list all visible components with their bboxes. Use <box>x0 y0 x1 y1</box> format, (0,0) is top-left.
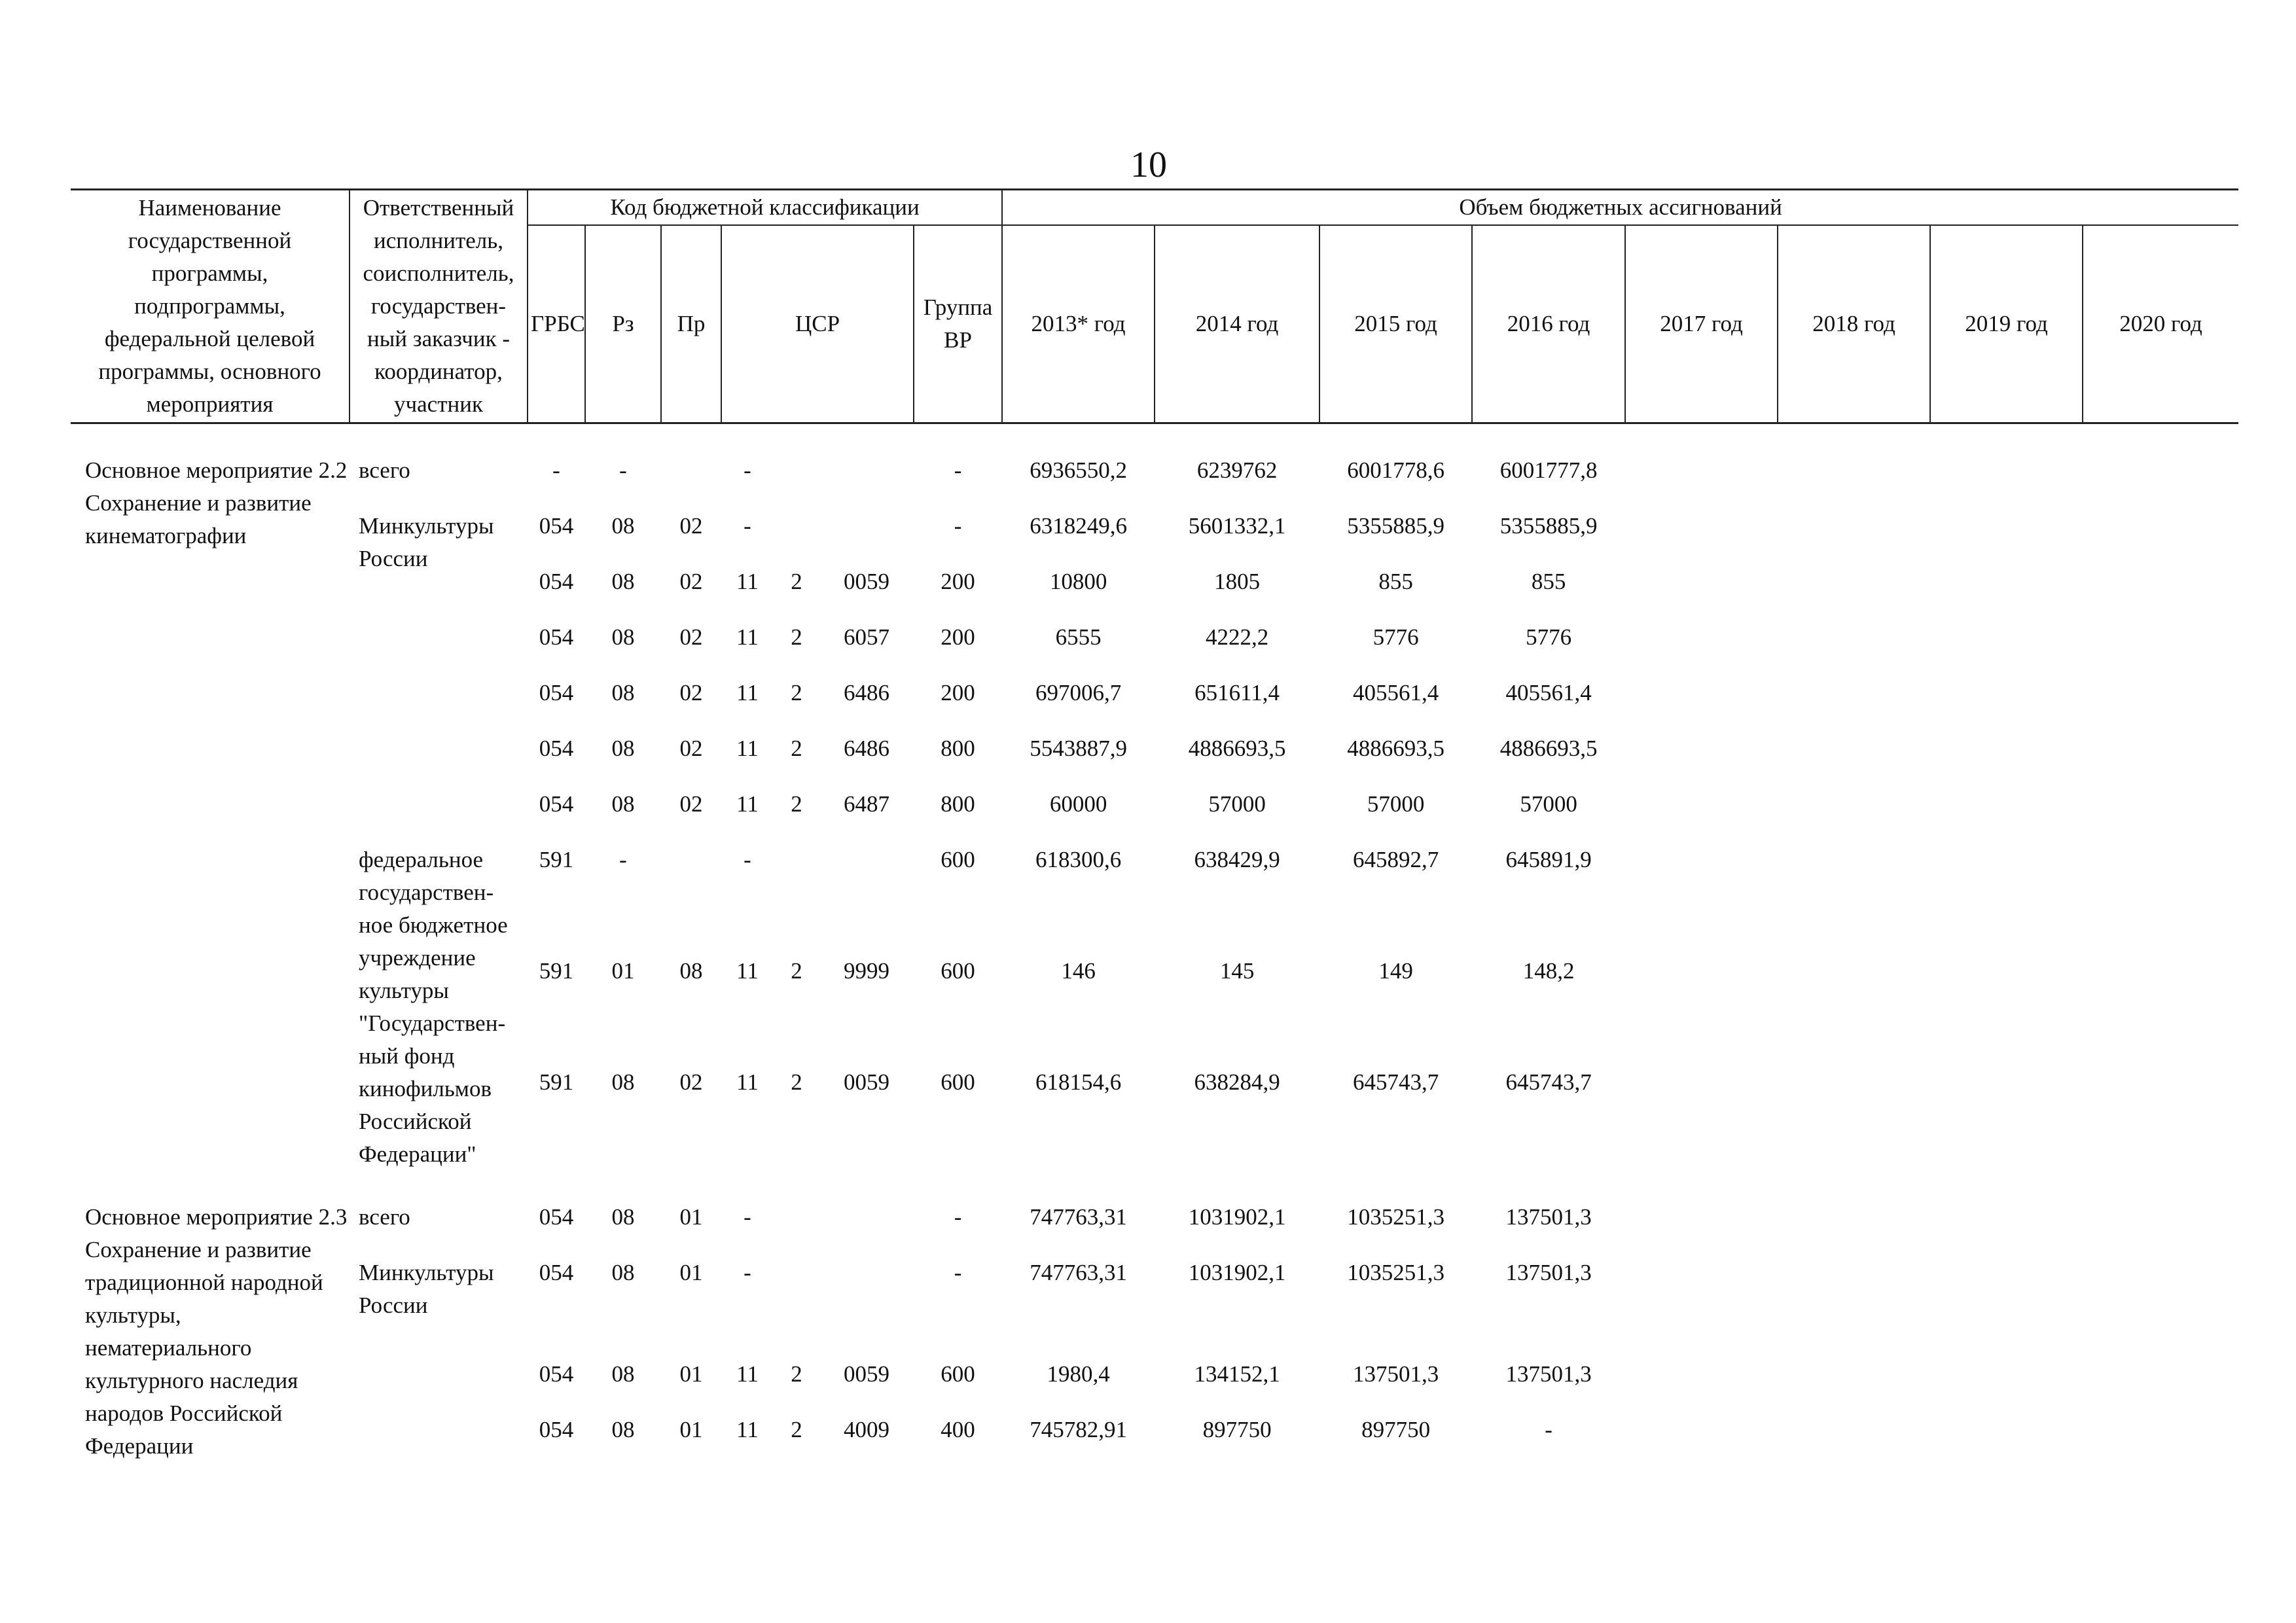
pr-cell <box>661 837 721 948</box>
value-2015-cell: 6001778,6 <box>1347 457 1444 483</box>
spacer-cell <box>71 1171 2238 1194</box>
csr-part1-cell: - <box>744 457 751 483</box>
value-2014-cell: 4222,2 <box>1205 624 1269 650</box>
empty-year-cell <box>2083 670 2238 726</box>
value-2016-cell: 137501,3 <box>1505 1361 1592 1387</box>
value-2016-cell: 148,2 <box>1522 958 1575 984</box>
empty-year-cell <box>2083 1407 2238 1463</box>
responsible-cell: Минкультуры России <box>359 1260 494 1318</box>
grbs-cell: 591 <box>539 958 574 984</box>
header-csr: ЦСР <box>721 225 914 423</box>
csr-part3-cell: 0059 <box>844 1069 889 1095</box>
rz-cell: 08 <box>611 1417 635 1442</box>
value-2014-cell: 4886693,5 <box>1188 736 1286 761</box>
empty-year-cell <box>1778 726 1930 781</box>
csr-part3-cell <box>819 1250 914 1351</box>
value-2015-cell: 855 <box>1378 569 1413 594</box>
table-row <box>71 1250 2238 1351</box>
empty-year-cell <box>2083 837 2238 948</box>
value-2013-cell: 60000 <box>1049 791 1107 817</box>
csr-part1-cell: - <box>744 847 751 872</box>
value-2014-cell: 57000 <box>1208 791 1266 817</box>
value-2016-cell: 137501,3 <box>1505 1260 1592 1285</box>
csr-part2-cell: 2 <box>791 680 802 705</box>
rz-cell: 08 <box>611 680 635 705</box>
header-year-2019: 2019 год <box>1930 225 2083 423</box>
csr-part1-cell: 11 <box>736 791 759 817</box>
table-body <box>71 423 2238 1463</box>
value-2015-cell: 4886693,5 <box>1347 736 1444 761</box>
value-2014-cell: 638429,9 <box>1194 847 1280 872</box>
csr-part1-cell: - <box>744 513 751 539</box>
header-year-2013: 2013* год <box>1002 225 1155 423</box>
grbs-cell: 054 <box>539 680 574 705</box>
value-2013-cell: 146 <box>1061 958 1096 984</box>
empty-year-cell <box>1625 1060 1778 1171</box>
empty-year-cell <box>1930 670 2083 726</box>
spacer-cell <box>71 423 2238 448</box>
empty-year-cell <box>1778 448 1930 503</box>
value-2015-cell: 5776 <box>1372 624 1419 650</box>
empty-year-cell <box>1930 448 2083 503</box>
empty-year-cell <box>1778 559 1930 615</box>
rz-cell: - <box>619 457 627 483</box>
empty-year-cell <box>1930 1351 2083 1407</box>
header-allocations: Объем бюджетных ассигнований <box>1002 190 2238 226</box>
header-year-2020: 2020 год <box>2083 225 2238 423</box>
value-2015-cell: 645892,7 <box>1352 847 1439 872</box>
program-name-cell: Основное мероприятие 2.3 Сохранение и развитие традиционной народной культуры, нематериального культурного наследия народов Российской Федерации <box>85 1204 348 1459</box>
csr-part2-cell <box>774 837 819 948</box>
empty-year-cell <box>1778 670 1930 726</box>
value-2013-cell: 6318249,6 <box>1030 513 1127 539</box>
header-year-2014: 2014 год <box>1155 225 1319 423</box>
grbs-cell: 054 <box>539 1260 574 1285</box>
empty-year-cell <box>1625 1407 1778 1463</box>
pr-cell: 02 <box>679 569 703 594</box>
program-name-cell: Основное мероприятие 2.2 Сохранение и развитие кинематографии <box>85 457 348 548</box>
vr-cell: - <box>954 1260 962 1285</box>
table-header <box>71 190 2238 423</box>
grbs-cell: 054 <box>539 1204 574 1230</box>
csr-part1-cell: 11 <box>736 680 759 705</box>
empty-year-cell <box>1625 670 1778 726</box>
vr-cell: 600 <box>941 1069 975 1095</box>
value-2016-cell: 855 <box>1531 569 1566 594</box>
header-year-2015: 2015 год <box>1319 225 1472 423</box>
value-2013-cell: 1980,4 <box>1047 1361 1110 1387</box>
rz-cell: 08 <box>611 624 635 650</box>
empty-year-cell <box>1930 1060 2083 1171</box>
value-2014-cell: 1031902,1 <box>1188 1260 1286 1285</box>
csr-part2-cell <box>774 1250 819 1351</box>
responsible-cell: Минкультуры России <box>359 513 494 571</box>
csr-part2-cell: 2 <box>791 791 802 817</box>
empty-year-cell <box>2083 726 2238 781</box>
header-year-2017: 2017 год <box>1625 225 1778 423</box>
grbs-cell: 054 <box>539 513 574 539</box>
value-2013-cell: 697006,7 <box>1035 680 1122 705</box>
table-row <box>71 448 2238 503</box>
pr-cell: 02 <box>679 513 703 539</box>
value-2015-cell: 1035251,3 <box>1347 1260 1444 1285</box>
vr-cell: 600 <box>941 847 975 872</box>
value-2014-cell: 651611,4 <box>1194 680 1280 705</box>
pr-cell: 02 <box>679 1069 703 1095</box>
value-2015-cell: 645743,7 <box>1352 1069 1439 1095</box>
value-2015-cell: 137501,3 <box>1352 1361 1439 1387</box>
value-2013-cell: 745782,91 <box>1030 1417 1127 1442</box>
empty-year-cell <box>1778 1060 1930 1171</box>
table-row <box>71 503 2238 559</box>
empty-year-cell <box>1778 781 1930 837</box>
header-responsible: Ответственный исполнитель, соисполнитель, государствен-ный заказчик - координатор, участник <box>350 190 528 423</box>
csr-part1-cell: - <box>744 1260 751 1285</box>
grbs-cell: 054 <box>539 736 574 761</box>
value-2014-cell: 1805 <box>1214 569 1261 594</box>
csr-part1-cell: 11 <box>736 1361 759 1387</box>
empty-year-cell <box>1930 781 2083 837</box>
value-2015-cell: 57000 <box>1367 791 1425 817</box>
vr-cell: 200 <box>941 569 975 594</box>
empty-year-cell <box>2083 448 2238 503</box>
csr-part1-cell: 11 <box>736 624 759 650</box>
csr-part2-cell: 2 <box>791 1417 802 1442</box>
value-2014-cell: 5601332,1 <box>1188 513 1286 539</box>
rz-cell: 08 <box>611 736 635 761</box>
csr-part2-cell <box>774 1194 819 1250</box>
responsible-cell: всего <box>359 457 410 483</box>
grbs-cell: 054 <box>539 569 574 594</box>
pr-cell: 02 <box>679 736 703 761</box>
value-2014-cell: 638284,9 <box>1194 1069 1280 1095</box>
csr-part2-cell: 2 <box>791 624 802 650</box>
value-2016-cell: 137501,3 <box>1505 1204 1592 1230</box>
rz-cell: 08 <box>611 1361 635 1387</box>
rz-cell: 08 <box>611 1260 635 1285</box>
budget-allocation-table <box>71 188 2238 1463</box>
empty-year-cell <box>1778 1194 1930 1250</box>
rz-cell: 08 <box>611 1069 635 1095</box>
value-2016-cell: 4886693,5 <box>1499 736 1598 761</box>
empty-year-cell <box>2083 1194 2238 1250</box>
pr-cell <box>661 448 721 503</box>
vr-cell: 400 <box>941 1417 975 1442</box>
pr-cell: 01 <box>679 1204 703 1230</box>
csr-part3-cell: 0059 <box>844 569 889 594</box>
rz-cell: 08 <box>611 513 635 539</box>
value-2016-cell: 5355885,9 <box>1499 513 1598 539</box>
empty-year-cell <box>1930 615 2083 670</box>
csr-part2-cell: 2 <box>791 1361 802 1387</box>
csr-part2-cell <box>774 448 819 503</box>
value-2013-cell: 618154,6 <box>1035 1069 1122 1095</box>
header-grbs: ГРБС <box>528 225 585 423</box>
empty-year-cell <box>1778 1250 1930 1351</box>
empty-year-cell <box>1930 1407 2083 1463</box>
pr-cell: 02 <box>679 680 703 705</box>
value-2013-cell: 10800 <box>1049 569 1107 594</box>
csr-part3-cell <box>819 448 914 503</box>
empty-year-cell <box>2083 559 2238 615</box>
empty-year-cell <box>1625 1250 1778 1351</box>
header-rz: Рз <box>585 225 661 423</box>
csr-part2-cell: 2 <box>791 958 802 984</box>
value-2016-cell: 5776 <box>1526 624 1572 650</box>
header-year-2018: 2018 год <box>1778 225 1930 423</box>
csr-part3-cell: 9999 <box>844 958 889 984</box>
empty-year-cell <box>1778 837 1930 948</box>
empty-year-cell <box>1778 615 1930 670</box>
empty-year-cell <box>2083 781 2238 837</box>
rz-cell: 08 <box>611 569 635 594</box>
grbs-cell: 591 <box>539 847 574 872</box>
csr-part1-cell: 11 <box>736 569 759 594</box>
rz-cell: - <box>619 847 627 872</box>
value-2014-cell: 897750 <box>1202 1417 1272 1442</box>
empty-year-cell <box>1625 948 1778 1060</box>
page-number: 10 <box>1130 145 1167 185</box>
vr-cell: - <box>954 513 962 539</box>
csr-part3-cell: 4009 <box>844 1417 889 1442</box>
vr-cell: 600 <box>941 1361 975 1387</box>
header-vr: Группа ВР <box>914 225 1002 423</box>
header-budget-code: Код бюджетной классификации <box>528 190 1002 226</box>
value-2014-cell: 1031902,1 <box>1188 1204 1286 1230</box>
responsible-cell: всего <box>359 1204 410 1230</box>
empty-year-cell <box>1625 615 1778 670</box>
group-spacer <box>71 423 2238 448</box>
table-row <box>71 1194 2238 1250</box>
csr-part2-cell: 2 <box>791 736 802 761</box>
empty-year-cell <box>1625 559 1778 615</box>
vr-cell: - <box>954 1204 962 1230</box>
value-2016-cell: 645891,9 <box>1505 847 1592 872</box>
value-2013-cell: 747763,31 <box>1030 1204 1127 1230</box>
grbs-cell: 591 <box>539 1069 574 1095</box>
pr-cell: 01 <box>679 1417 703 1442</box>
empty-year-cell <box>1930 559 2083 615</box>
csr-part3-cell: 6486 <box>844 680 889 705</box>
pr-cell: 01 <box>679 1361 703 1387</box>
value-2014-cell: 6239762 <box>1196 457 1278 483</box>
vr-cell: 800 <box>941 791 975 817</box>
header-program-name: Наименование государственной программы, подпрограммы, федеральной целевой программы, основного мероприятия <box>71 190 350 423</box>
empty-year-cell <box>1778 948 1930 1060</box>
empty-year-cell <box>1625 726 1778 781</box>
empty-year-cell <box>1930 948 2083 1060</box>
csr-part3-cell: 6486 <box>844 736 889 761</box>
vr-cell: 200 <box>941 680 975 705</box>
grbs-cell: 054 <box>539 1417 574 1442</box>
csr-part3-cell <box>819 1194 914 1250</box>
value-2016-cell: 645743,7 <box>1505 1069 1592 1095</box>
value-2013-cell: 747763,31 <box>1030 1260 1127 1285</box>
empty-year-cell <box>2083 615 2238 670</box>
empty-year-cell <box>2083 1250 2238 1351</box>
empty-year-cell <box>1930 503 2083 559</box>
csr-part3-cell <box>819 503 914 559</box>
empty-year-cell <box>1625 1351 1778 1407</box>
csr-part3-cell <box>819 837 914 948</box>
value-2013-cell: 6555 <box>1055 624 1102 650</box>
value-2015-cell: 405561,4 <box>1352 680 1439 705</box>
rz-cell: 08 <box>611 1204 635 1230</box>
rz-cell: 08 <box>611 791 635 817</box>
value-2016-cell: 6001777,8 <box>1499 457 1598 483</box>
empty-year-cell <box>1930 1250 2083 1351</box>
csr-part3-cell: 6487 <box>844 791 889 817</box>
empty-year-cell <box>1930 837 2083 948</box>
value-2015-cell: 1035251,3 <box>1347 1204 1444 1230</box>
empty-year-cell <box>1625 503 1778 559</box>
empty-year-cell <box>1625 448 1778 503</box>
empty-year-cell <box>1778 503 1930 559</box>
csr-part1-cell: 11 <box>736 1417 759 1442</box>
csr-part3-cell: 6057 <box>844 624 889 650</box>
csr-part1-cell: 11 <box>736 1069 759 1095</box>
empty-year-cell <box>1625 837 1778 948</box>
value-2016-cell: 57000 <box>1520 791 1577 817</box>
csr-part1-cell: 11 <box>736 736 759 761</box>
value-2015-cell: 5355885,9 <box>1347 513 1444 539</box>
value-2013-cell: 618300,6 <box>1035 847 1122 872</box>
responsible-cell: федеральное государствен-ное бюджетное учреждение культуры "Государствен-ный фонд кинофильмов Российской Федерации" <box>359 847 508 1167</box>
pr-cell: 02 <box>679 624 703 650</box>
csr-part2-cell: 2 <box>791 569 802 594</box>
csr-part1-cell: 11 <box>736 958 759 984</box>
vr-cell: 800 <box>941 736 975 761</box>
empty-year-cell <box>1930 726 2083 781</box>
pr-cell: 02 <box>679 791 703 817</box>
value-2015-cell: 149 <box>1378 958 1413 984</box>
header-year-2016: 2016 год <box>1472 225 1625 423</box>
empty-year-cell <box>2083 948 2238 1060</box>
empty-year-cell <box>1778 1351 1930 1407</box>
empty-year-cell <box>1930 1194 2083 1250</box>
value-2013-cell: 5543887,9 <box>1030 736 1127 761</box>
value-2015-cell: 897750 <box>1361 1417 1431 1442</box>
vr-cell: 200 <box>941 624 975 650</box>
group-spacer <box>71 1171 2238 1194</box>
empty-year-cell <box>2083 1351 2238 1407</box>
empty-year-cell <box>2083 503 2238 559</box>
empty-year-cell <box>1625 1194 1778 1250</box>
value-2013-cell: 6936550,2 <box>1030 457 1127 483</box>
grbs-cell: - <box>552 457 560 483</box>
empty-year-cell <box>1778 1407 1930 1463</box>
csr-part1-cell: - <box>744 1204 751 1230</box>
csr-part2-cell: 2 <box>791 1069 802 1095</box>
vr-cell: 600 <box>941 958 975 984</box>
header-pr: Пр <box>661 225 721 423</box>
table-row <box>71 837 2238 948</box>
pr-cell: 01 <box>679 1260 703 1285</box>
csr-part3-cell: 0059 <box>844 1361 889 1387</box>
empty-year-cell <box>1625 781 1778 837</box>
value-2016-cell: - <box>1545 1417 1552 1442</box>
rz-cell: 01 <box>611 958 635 984</box>
grbs-cell: 054 <box>539 791 574 817</box>
value-2016-cell: 405561,4 <box>1505 680 1592 705</box>
grbs-cell: 054 <box>539 624 574 650</box>
vr-cell: - <box>954 457 962 483</box>
pr-cell: 08 <box>679 958 703 984</box>
value-2014-cell: 145 <box>1219 958 1255 984</box>
csr-part2-cell <box>774 503 819 559</box>
empty-year-cell <box>2083 1060 2238 1171</box>
value-2014-cell: 134152,1 <box>1194 1361 1280 1387</box>
grbs-cell: 054 <box>539 1361 574 1387</box>
